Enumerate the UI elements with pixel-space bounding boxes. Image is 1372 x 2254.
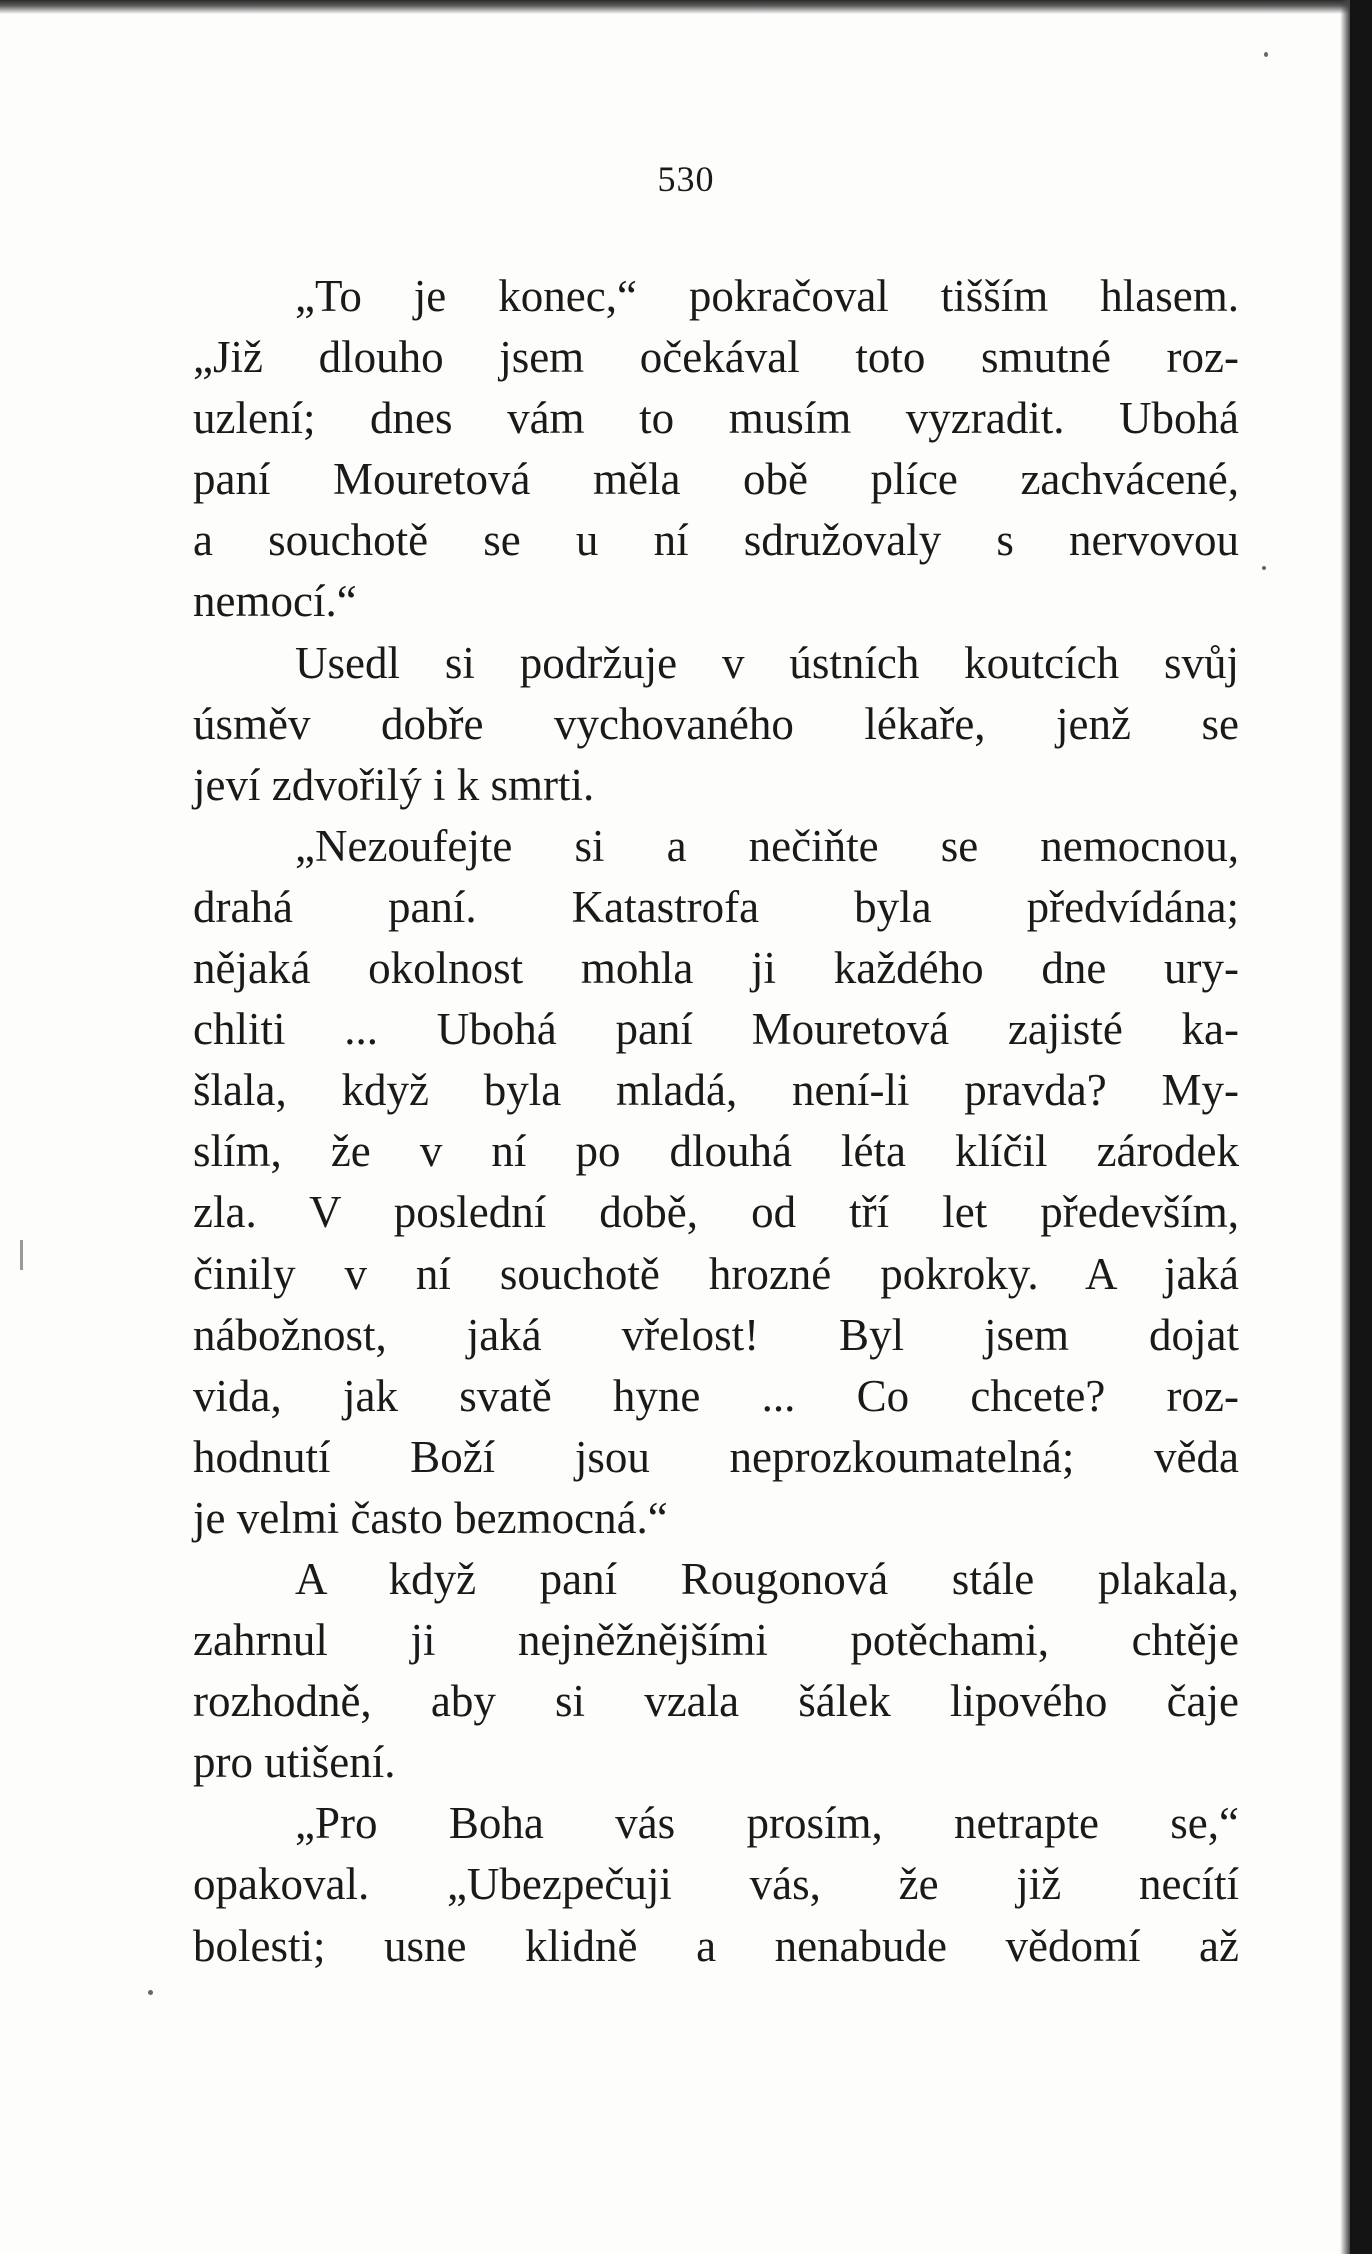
page-text — [193, 266, 1239, 1977]
text-line: jeví zdvořilý i k smrti. — [193, 759, 595, 810]
text-line: vida, jak svatě hyne ... Co chcete? roz- — [193, 1370, 1239, 1421]
text-line: rozhodně, aby si vzala šálek lipového čaje — [193, 1676, 1239, 1727]
scan-right-shadow — [1340, 0, 1350, 2254]
scan-speck — [1264, 52, 1268, 57]
text-line: uzlení; dnes vám to musím vyzradit. Ubohá — [193, 393, 1239, 444]
text-line: pro utišení. — [193, 1737, 396, 1788]
text-line: nemocí.“ — [193, 576, 357, 627]
text-line: „Již dlouho jsem očekával toto smutné roz- — [193, 332, 1239, 383]
text-line: „Nezoufejte si a nečiňte se nemocnou, — [295, 820, 1239, 871]
text-line: opakoval. „Ubezpečuji vás, že již necítí — [193, 1859, 1239, 1910]
text-line: „To je konec,“ pokračoval tišším hlasem. — [295, 271, 1239, 321]
scan-right-border — [1350, 0, 1372, 2254]
paragraph — [193, 266, 1239, 633]
text-line: a souchotě se u ní sdružovaly s nervovou — [193, 515, 1239, 566]
text-line: nábožnost, jaká vřelost! Byl jsem dojat — [193, 1309, 1239, 1360]
paragraph — [193, 633, 1239, 816]
paragraph — [193, 816, 1239, 1549]
text-line: Usedl si podržuje v ústních koutcích svůj — [295, 637, 1239, 688]
text-line: paní Mouretová měla obě plíce zachvácené, — [193, 454, 1239, 505]
text-line: bolesti; usne klidně a nenabude vědomí až — [193, 1920, 1239, 1971]
text-line: činily v ní souchotě hrozné pokroky. A jaká — [193, 1248, 1239, 1299]
text-line: drahá paní. Katastrofa byla předvídána; — [193, 881, 1239, 932]
text-line: nějaká okolnost mohla ji každého dne ury- — [193, 943, 1239, 994]
text-line: hodnutí Boží jsou neprozkoumatelná; věda — [193, 1431, 1239, 1482]
scan-speck — [1262, 566, 1266, 570]
paragraph — [193, 1549, 1239, 1793]
page-number: 530 — [657, 159, 715, 199]
text-line: zla. V poslední době, od tří let především, — [193, 1187, 1239, 1238]
text-line: šlala, když byla mladá, není-li pravda? My- — [193, 1065, 1239, 1116]
text-line: slím, že v ní po dlouhá léta klíčil zárodek — [193, 1126, 1239, 1177]
text-line: zahrnul ji nejněžnějšími potěchami, chtěje — [193, 1615, 1239, 1666]
paragraph — [193, 1793, 1239, 1976]
text-line: A když paní Rougonová stále plakala, — [295, 1553, 1239, 1604]
scan-speck — [148, 1990, 153, 1995]
text-line: je velmi často bezmocná.“ — [193, 1492, 668, 1543]
scan-speck — [20, 1240, 23, 1270]
text-line: chliti ... Ubohá paní Mouretová zajisté ka- — [193, 1004, 1239, 1055]
scan-top-border — [0, 0, 1372, 14]
text-line: „Pro Boha vás prosím, netrapte se,“ — [295, 1798, 1239, 1849]
text-line: úsměv dobře vychovaného lékaře, jenž se — [193, 698, 1239, 749]
